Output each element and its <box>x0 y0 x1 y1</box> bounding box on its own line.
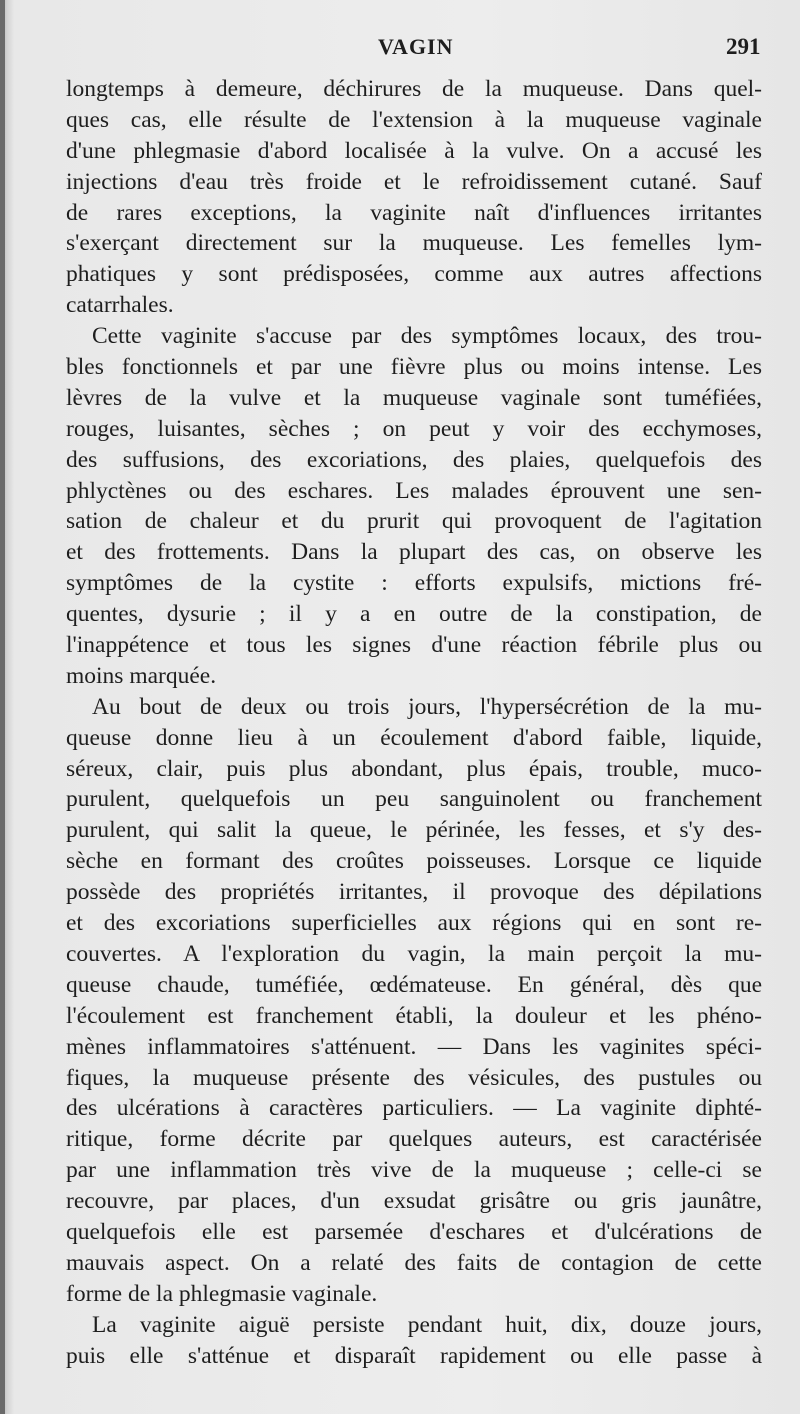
text-line: lèvres de la vulve et la muqueuse vaginale sont tuméfiées, <box>66 384 762 411</box>
text-line: queuse chaude, tuméfiée, œdémateuse. En général, dès que <box>66 971 762 998</box>
text-line: couvertes. A l'exploration du vagin, la main perçoit la mu- <box>66 940 762 967</box>
text-line: l'inappétence et tous les signes d'une réaction fébrile plus ou <box>66 632 762 659</box>
text-line: bles fonctionnels et par une fièvre plus ou moins intense. Les <box>66 354 762 381</box>
text-line: symptômes de la cystite : efforts expulsifs, mictions fré- <box>66 570 762 597</box>
text-line: catarrhales. <box>66 292 174 319</box>
page-header <box>0 30 800 66</box>
text-line: s'exerçant directement sur la muqueuse. Les femelles lym- <box>66 230 762 257</box>
text-line: La vaginite aiguë persiste pendant huit, dix, douze jours, <box>92 1311 762 1338</box>
text-line: ritique, forme décrite par quelques auteurs, est caractérisée <box>66 1126 762 1153</box>
text-line: et des excoriations superficielles aux régions qui en sont re- <box>66 910 762 937</box>
text-line: des ulcérations à caractères particuliers. — La vaginite diphté- <box>66 1095 762 1122</box>
running-head: VAGIN <box>378 34 454 59</box>
text-line: l'écoulement est franchement établi, la douleur et les phéno- <box>66 1002 762 1029</box>
text-line: longtemps à demeure, déchirures de la muqueuse. Dans quel- <box>66 76 762 102</box>
text-line: moins marquée. <box>66 662 217 689</box>
text-line: phlyctènes ou des eschares. Les malades éprouvent une sen- <box>66 477 762 504</box>
text-line: mauvais aspect. On a relaté des faits de contagion de cette <box>66 1249 762 1276</box>
text-line: sation de chaleur et du prurit qui provoquent de l'agitation <box>66 508 762 535</box>
text-line: phatiques y sont prédisposées, comme aux autres affections <box>66 261 762 288</box>
text-line: des suffusions, des excoriations, des plaies, quelquefois des <box>66 446 762 473</box>
text-line: purulent, quelquefois un peu sanguinolent ou franchement <box>66 786 762 813</box>
text-line: possède des propriétés irritantes, il provoque des dépilations <box>66 879 762 906</box>
text-line: queuse donne lieu à un écoulement d'abord faible, liquide, <box>66 724 762 751</box>
text-line: de rares exceptions, la vaginite naît d'influences irritantes <box>66 199 762 226</box>
text-line: fiques, la muqueuse présente des vésicules, des pustules ou <box>66 1064 762 1091</box>
text-line: purulent, qui salit la queue, le périnée, les fesses, et s'y des- <box>66 817 762 844</box>
text-line: sèche en formant des croûtes poisseuses. Lorsque ce liquide <box>66 848 762 875</box>
body-text <box>66 74 762 1371</box>
text-line: rouges, luisantes, sèches ; on peut y voir des ecchymoses, <box>66 415 762 442</box>
text-line: et des frottements. Dans la plupart des cas, on observe les <box>66 539 762 566</box>
text-line: séreux, clair, puis plus abondant, plus épais, trouble, muco- <box>66 755 762 782</box>
text-line: recouvre, par places, d'un exsudat grisâtre ou gris jaunâtre, <box>66 1188 762 1215</box>
text-line: injections d'eau très froide et le refroidissement cutané. Sauf <box>66 168 762 195</box>
text-line: quentes, dysurie ; il y a en outre de la constipation, de <box>66 601 762 628</box>
text-line: quelquefois elle est parsemée d'eschares et d'ulcérations de <box>66 1218 762 1245</box>
text-line: par une inflammation très vive de la muqueuse ; celle-ci se <box>66 1157 762 1184</box>
text-line: forme de la phlegmasie vaginale. <box>66 1280 378 1307</box>
text-line: d'une phlegmasie d'abord localisée à la vulve. On a accusé les <box>66 137 762 164</box>
text-line: puis elle s'atténue et disparaît rapidement ou elle passe à <box>66 1342 762 1369</box>
page-number: 291 <box>726 34 761 59</box>
page-binding-shadow <box>0 0 5 1414</box>
text-line: mènes inflammatoires s'atténuent. — Dans les vaginites spéci- <box>66 1033 762 1060</box>
text-line: Au bout de deux ou trois jours, l'hypersécrétion de la mu- <box>92 693 762 720</box>
text-line: ques cas, elle résulte de l'extension à la muqueuse vaginale <box>66 106 762 133</box>
text-line: Cette vaginite s'accuse par des symptômes locaux, des trou- <box>92 323 762 350</box>
